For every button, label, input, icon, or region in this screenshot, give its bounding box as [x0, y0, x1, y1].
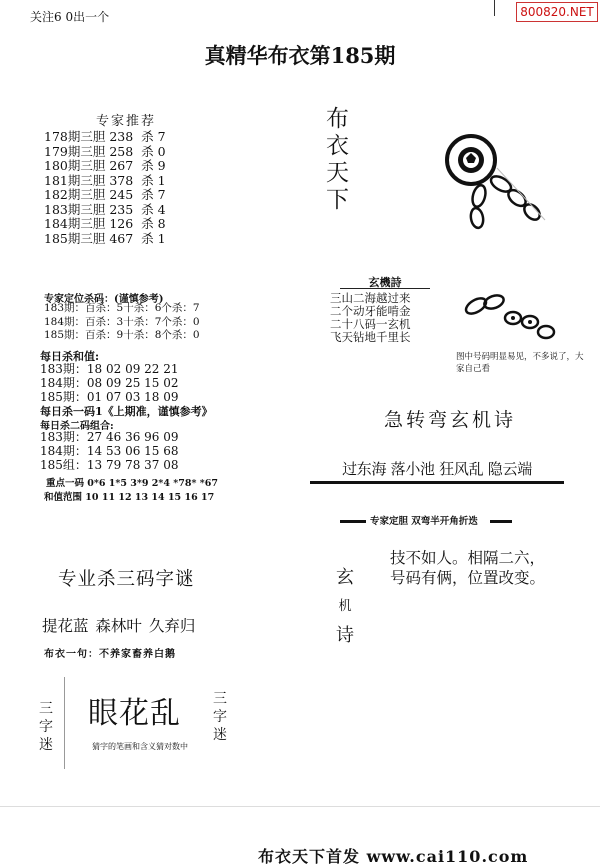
vertical-title	[326, 106, 358, 214]
daily-kill-two-list	[40, 430, 179, 472]
riddle-line: 号码有俩，位置改变。	[390, 569, 546, 587]
list-item: 178期三胆 238 杀 7	[44, 129, 166, 144]
chain-number-illustration	[458, 288, 558, 348]
top-note: 关注6 0出一个	[30, 10, 110, 24]
pro-kill-words: 提花蓝 森林叶 久弃归	[42, 617, 196, 635]
page-title: 真精华布衣第185期	[204, 43, 396, 68]
daily-sum-title: 每日杀和值:	[40, 350, 100, 363]
riddle-hint: 猜字的笔画和含义猜对数中	[92, 742, 188, 751]
list-item: 三山二海越过来	[330, 291, 411, 305]
left-riddle-label	[36, 700, 56, 754]
key-points: 重点一码 0*6 1*5 3*9 2*4 *78* *67	[46, 478, 218, 489]
list-item: 183期：18 02 09 22 21	[40, 362, 179, 376]
sharp-turn-line: 过东海 落小池 狂风乱 隐云端	[310, 458, 564, 484]
riddle-char: 迷	[39, 737, 53, 753]
top-divider	[494, 0, 495, 16]
one-line-hint: 布衣一句：不养家畜养白鹅	[44, 649, 176, 660]
list-item: 184期：08 09 25 15 02	[40, 376, 179, 390]
riddle-char: 迷	[213, 727, 227, 743]
riddle-text	[390, 548, 545, 588]
list-item: 185期：百杀：9十杀：8个杀：0	[44, 329, 200, 341]
list-item: 185期：01 07 03 18 09	[40, 390, 179, 404]
footer-divider	[0, 806, 600, 807]
right-riddle-label	[210, 690, 230, 744]
position-kill-list	[44, 302, 200, 343]
footer-site[interactable]: 布衣天下首发 www.cai110.com	[258, 847, 529, 866]
list-item: 184期：百杀：3十杀：7个杀：0	[44, 315, 200, 328]
riddle-char: 字	[213, 709, 227, 725]
talisman-chain-illustration	[437, 128, 547, 232]
list-item: 185组：13 79 78 37 08	[40, 458, 179, 472]
value-range: 和值范围 10 11 12 13 14 15 16 17	[44, 492, 215, 503]
daily-kill-two-title: 每日杀二码组合:	[40, 421, 114, 432]
list-item: 180期三胆 267 杀 9	[44, 158, 166, 173]
poem-title: 玄機詩	[340, 274, 430, 289]
list-item: 183期：27 46 36 96 09	[40, 430, 179, 444]
riddle-column-char: 机	[338, 599, 352, 614]
expert-recommend-list	[44, 130, 166, 246]
poem-lines	[330, 292, 411, 344]
expert-recommend-title: 专家推荐	[96, 114, 157, 129]
riddle-line: 技不如人。相隔二六，	[390, 549, 546, 567]
dash-left	[340, 520, 366, 523]
list-item: 183期三胆 235 杀 4	[44, 201, 166, 217]
site-badge[interactable]: 800820.NET	[516, 2, 598, 22]
list-item: 184期三胆 126 杀 8	[44, 216, 166, 231]
vertical-title-text: 布衣天下	[326, 106, 349, 213]
sharp-turn-title: 急转弯玄机诗	[383, 409, 516, 431]
pro-kill-title: 专业杀三码字谜	[58, 569, 195, 590]
riddle-char: 字	[39, 719, 53, 735]
vertical-divider	[64, 677, 65, 769]
expert-pick-line	[340, 513, 512, 527]
daily-sum-list	[40, 362, 179, 404]
list-item: 183期：百杀：5十杀：6个杀：7	[44, 302, 200, 314]
expert-pick-text: 专家定胆 双弯半开角折迭	[370, 516, 478, 527]
list-item: 二个动牙能啃金	[330, 304, 411, 318]
riddle-column-char: 玄	[336, 567, 354, 588]
list-item: 181期三胆 378 杀 1	[44, 172, 166, 188]
list-item: 二十八码一玄机	[330, 317, 411, 331]
riddle-column	[332, 560, 358, 654]
big-riddle-word: 眼花乱	[88, 696, 181, 731]
dash-right	[490, 520, 512, 523]
list-item: 飞天钻地千里长	[330, 330, 411, 344]
list-item: 179期三胆 258 杀 0	[44, 143, 166, 159]
position-kill-title: 专家定位杀码：(谨慎参考)	[44, 294, 164, 305]
riddle-column-char: 诗	[336, 625, 354, 646]
list-item: 184期：14 53 06 15 68	[40, 444, 179, 458]
riddle-char: 三	[39, 701, 53, 717]
list-item: 185期三胆 467 杀 1	[44, 230, 166, 246]
riddle-char: 三	[213, 691, 227, 707]
poem-caption: 图中号码明显易见，不多说了，大家自己看	[456, 352, 584, 374]
list-item: 182期三胆 245 杀 7	[44, 187, 166, 202]
daily-kill-one: 每日杀一码1《上期准，谨慎参考》	[40, 405, 213, 418]
